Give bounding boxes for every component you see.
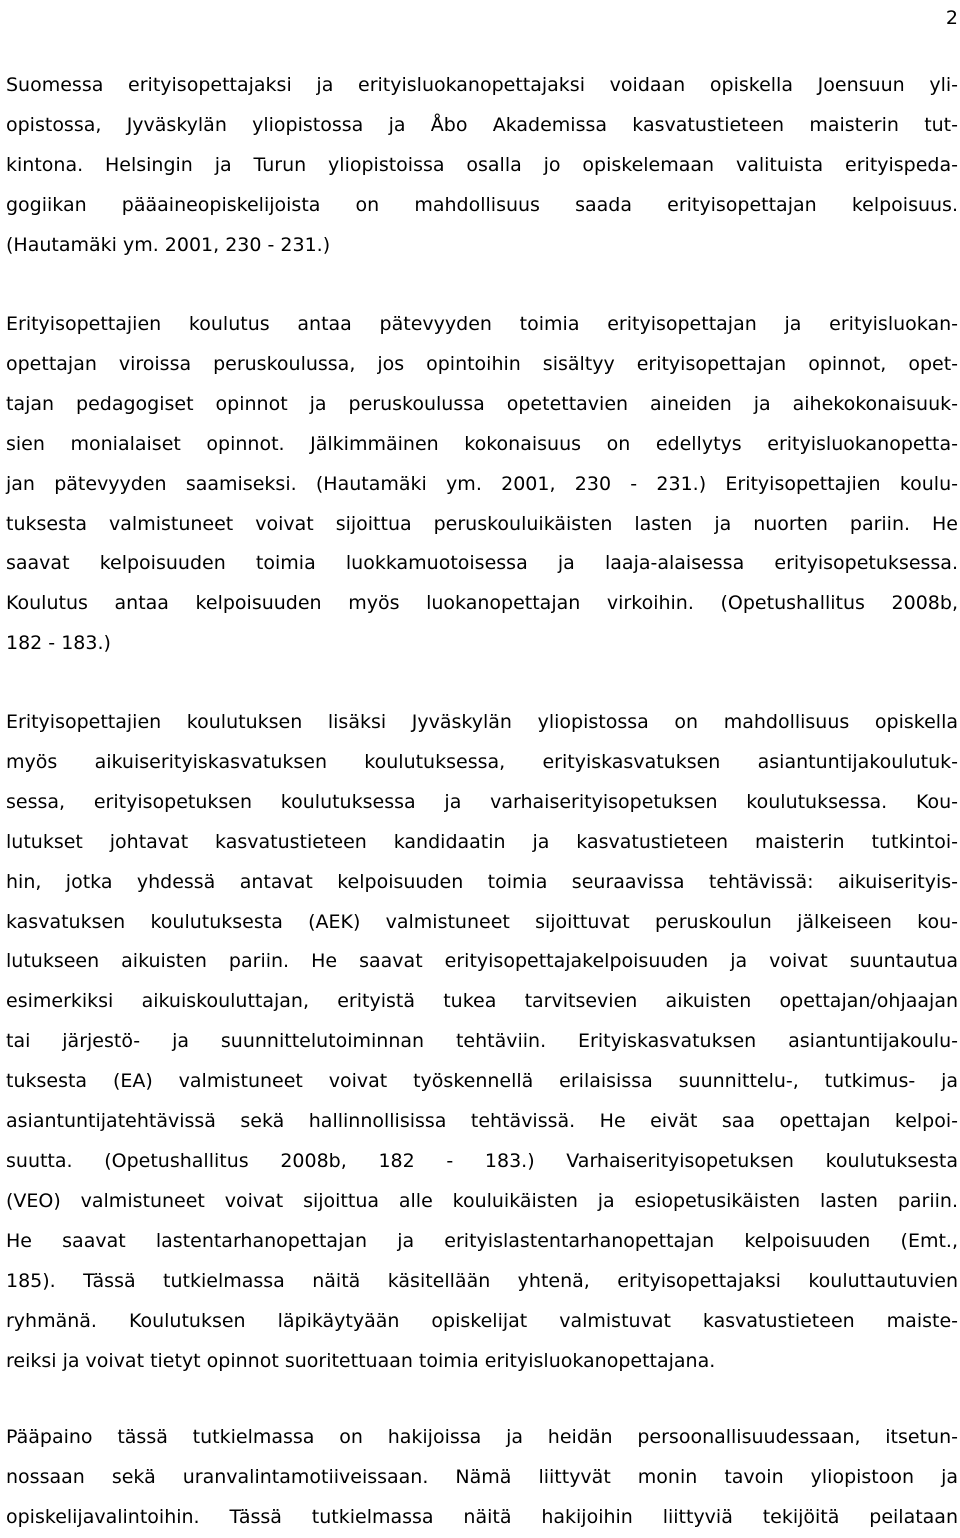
- text-line: suutta. (Opetushallitus 2008b, 182 - 183.) Varhaiserityisopetuksen koulutuksesta: [6, 1149, 958, 1172]
- text-line: Erityisopettajien koulutus antaa pätevyyden toimia erityisopettajan ja erityisluokan-: [6, 313, 958, 335]
- text-line: sessa, erityisopetuksen koulutuksessa ja varhaiserityisopetuksen koulutuksessa. Kou-: [6, 790, 958, 813]
- text-line: sien monialaiset opinnot. Jälkimmäinen kokonaisuus on edellytys erityisluokanopetta-: [6, 432, 958, 455]
- text-line: tuksesta (EA) valmistuneet voivat työskennellä erilaisissa suunnittelu-, tutkimus- ja: [6, 1070, 958, 1093]
- text-line: Pääpaino tässä tutkielmassa on hakijoissa ja heidän persoonallisuudessaan, itsetun-: [6, 1426, 958, 1448]
- text-line: 185). Tässä tutkielmassa näitä käsitellään yhtenä, erityisopettajaksi kouluttautuvien: [6, 1269, 958, 1292]
- paragraph-1: [6, 66, 958, 266]
- page-number: 2: [945, 7, 958, 29]
- text-line: saavat kelpoisuuden toimia luokkamuotoisessa ja laaja-alaisessa erityisopetuksessa.: [6, 552, 958, 575]
- text-line: (VEO) valmistuneet voivat sijoittua alle kouluikäisten ja esiopetusikäisten lasten pariin.: [6, 1189, 958, 1212]
- text-line: He saavat lastentarhanopettajan ja erityislastentarhanopettajan kelpoisuuden (Emt.,: [6, 1229, 958, 1252]
- text-line: opettajan viroissa peruskoulussa, jos opintoihin sisältyy erityisopettajan opinnot, opet-: [6, 352, 958, 375]
- paragraph-2: [6, 305, 958, 664]
- text-line: lutukseen aikuisten pariin. He saavat erityisopettajakelpoisuuden ja voivat suuntautua: [6, 950, 958, 973]
- text-line: myös aikuiserityiskasvatuksen koulutuksessa, erityiskasvatuksen asiantuntijakoulutuk-: [6, 750, 958, 773]
- paragraph-3: [6, 703, 958, 1381]
- text-line: gogiikan pääaineopiskelijoista on mahdollisuus saada erityisopettajan kelpoisuus.: [6, 193, 958, 216]
- text-line: jan pätevyyden saamiseksi. (Hautamäki ym. 2001, 230 - 231.) Erityisopettajien koulu-: [6, 472, 958, 495]
- text-line: esimerkiksi aikuiskouluttajan, erityistä tukea tarvitsevien aikuisten opettajan/ohjaajan: [6, 990, 958, 1013]
- text-line: tajan pedagogiset opinnot ja peruskoulussa opetettavien aineiden ja aihekokonaisuuk-: [6, 392, 958, 415]
- text-line: Erityisopettajien koulutuksen lisäksi Jyväskylän yliopistossa on mahdollisuus opiskella: [6, 711, 958, 733]
- text-line: ryhmänä. Koulutuksen läpikäytyään opiskelijat valmistuvat kasvatustieteen maiste-: [6, 1309, 958, 1332]
- paragraph-4: [6, 1418, 958, 1538]
- text-line: tai järjestö- ja suunnittelutoiminnan tehtäviin. Erityiskasvatuksen asiantuntijakoulu-: [6, 1030, 958, 1053]
- text-line: opistossa, Jyväskylän yliopistossa ja Åbo Akademissa kasvatustieteen maisterin tut-: [6, 113, 958, 136]
- text-line: 182 - 183.): [6, 632, 111, 655]
- text-line: Suomessa erityisopettajaksi ja erityisluokanopettajaksi voidaan opiskella Joensuun yli-: [6, 74, 958, 96]
- text-line: lutukset johtavat kasvatustieteen kandidaatin ja kasvatustieteen maisterin tutkintoi-: [6, 830, 958, 853]
- text-line: opiskelijavalintoihin. Tässä tutkielmassa näitä hakijoihin liittyviä tekijöitä peilataan: [6, 1505, 958, 1528]
- text-line: hin, jotka yhdessä antavat kelpoisuuden toimia seuraavissa tehtävissä: aikuiserityis-: [6, 870, 958, 893]
- text-line: tuksesta valmistuneet voivat sijoittua peruskouluikäisten lasten ja nuorten pariin. He: [6, 512, 958, 535]
- text-line: nossaan sekä uranvalintamotiiveissaan. Nämä liittyvät monin tavoin yliopistoon ja: [6, 1465, 958, 1488]
- text-line: kasvatuksen koulutuksesta (AEK) valmistuneet sijoittuvat peruskoulun jälkeiseen kou-: [6, 910, 958, 933]
- text-line: (Hautamäki ym. 2001, 230 - 231.): [6, 233, 331, 256]
- text-line: Koulutus antaa kelpoisuuden myös luokanopettajan virkoihin. (Opetushallitus 2008b,: [6, 592, 958, 615]
- text-line: reiksi ja voivat tietyt opinnot suoritettuaan toimia erityisluokanopettajana.: [6, 1349, 716, 1372]
- text-line: asiantuntijatehtävissä sekä hallinnollisissa tehtävissä. He eivät saa opettajan kelpoi-: [6, 1110, 958, 1133]
- text-line: kintona. Helsingin ja Turun yliopistoissa osalla jo opiskelemaan valituista erityispeda-: [6, 153, 958, 176]
